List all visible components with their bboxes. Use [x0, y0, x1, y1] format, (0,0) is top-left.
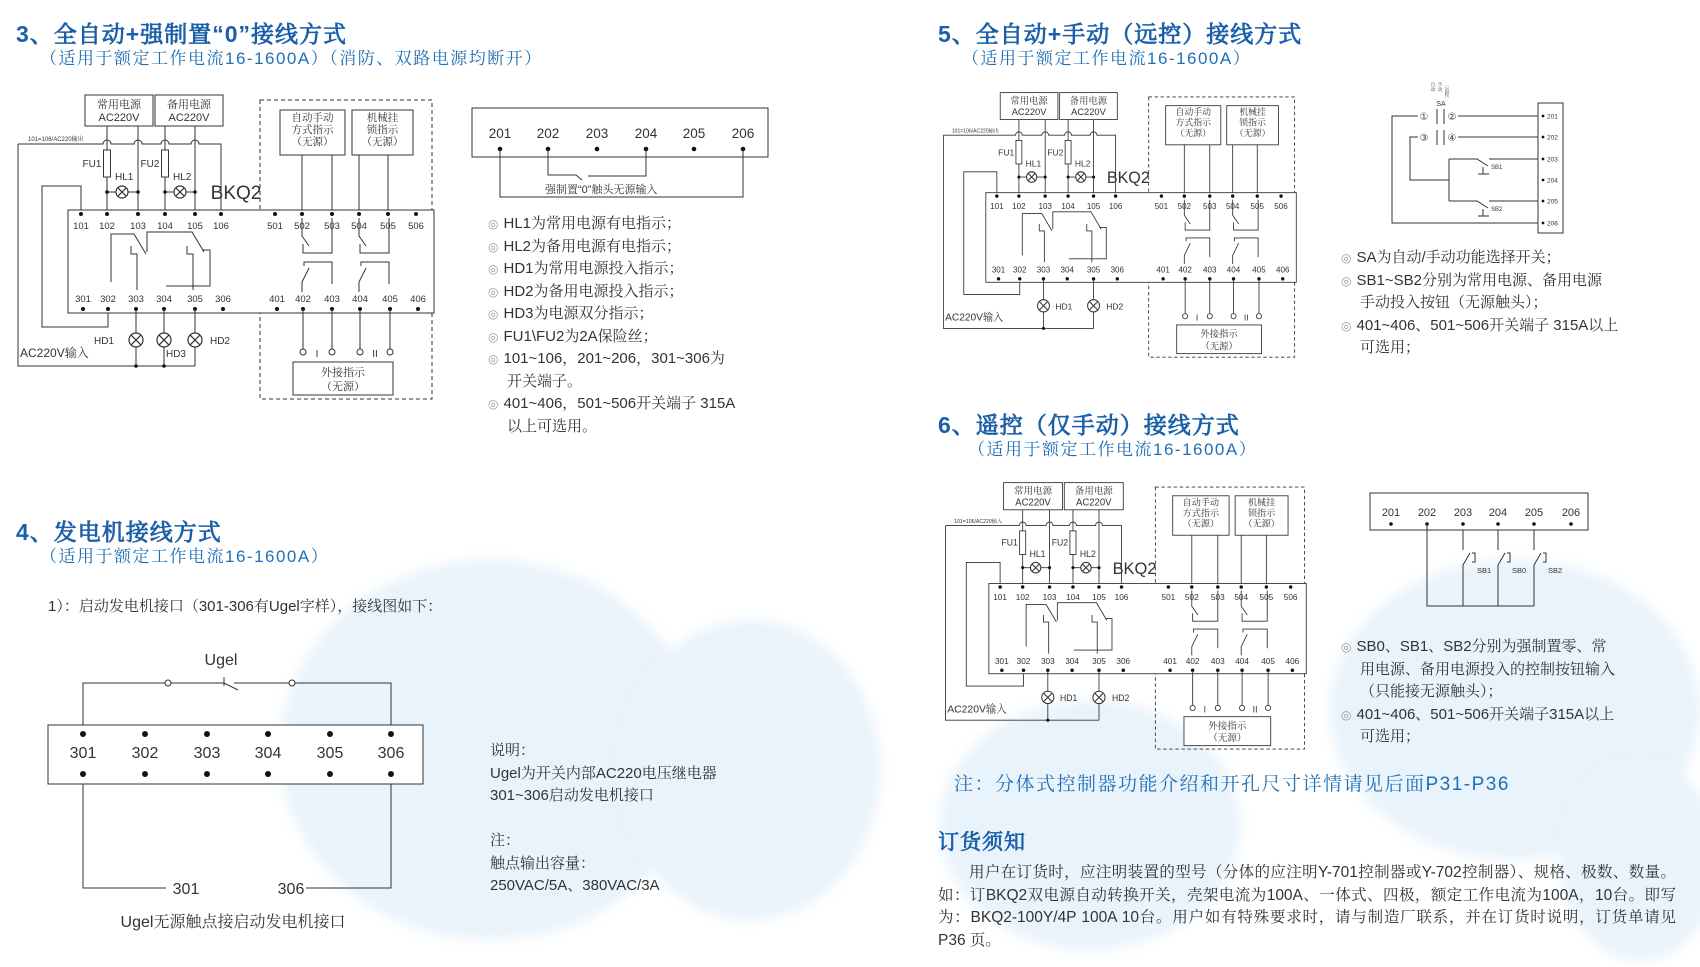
terminal-label: 501: [267, 221, 283, 232]
note-text: 401~406，501~506开关端子 315A: [503, 395, 736, 412]
terminal-dot: [204, 731, 210, 737]
sa-label: SA: [1436, 101, 1446, 108]
power-source-name: 备用电源: [1069, 95, 1108, 107]
terminal-label: 401: [1156, 265, 1170, 275]
indicator-box-text: 机械挂: [1239, 107, 1266, 118]
section4-intro: 1）：启动发电机接口（301-306有Ugel字样），接线图如下：: [48, 598, 443, 615]
bullet-icon: ◎: [488, 307, 499, 321]
indicator-box-text: （无源）: [291, 136, 334, 148]
power-source-voltage: AC220V: [168, 112, 210, 124]
note-text: 手动投入按钮（无源触头）；: [1360, 294, 1548, 311]
indicator-box-text: 自动手动: [291, 112, 334, 124]
terminal-label: 104: [157, 221, 173, 232]
hd-label: HD2: [1111, 692, 1130, 703]
terminal-dot: [265, 771, 271, 777]
ext-mark: II: [1252, 704, 1258, 715]
contact-number: ②: [1447, 112, 1457, 123]
button-label: SB1: [1491, 165, 1503, 171]
hd-label: HD2: [1106, 301, 1124, 312]
section5-title: 5、全自动+手动（远控）接线方式: [938, 21, 1303, 47]
terminal-label: 202: [1417, 507, 1437, 519]
ext-mark: I: [1203, 704, 1206, 715]
ext-box-text: 外接指示: [321, 367, 365, 379]
push-button-icon: [1463, 530, 1475, 606]
explanation-line: 301~306启动发电机接口: [490, 787, 654, 804]
terminal-label: 202: [1547, 134, 1558, 142]
terminal-dot: [327, 771, 333, 777]
wire-label: 101=106/AC220输入: [954, 518, 1003, 525]
hd-label: HD1: [93, 336, 115, 347]
terminal-label: 301: [994, 657, 1009, 667]
terminal-label: 101: [990, 202, 1004, 212]
ext-box-text: （无源）: [1208, 733, 1247, 745]
terminal-dot: [1542, 179, 1545, 182]
note-text: 可选用；: [1360, 728, 1421, 745]
input-label: AC220V输入: [945, 312, 1004, 324]
terminal-label: 102: [1015, 593, 1030, 603]
indicator-box-text: 方式指示: [1182, 507, 1220, 518]
ext-mark: II: [372, 349, 378, 360]
contact-number: ①: [1419, 112, 1429, 123]
power-source-voltage: AC220V: [1076, 497, 1112, 509]
ordering-title: 订货须知: [938, 831, 1026, 854]
bullet-icon: ◎: [488, 217, 499, 231]
terminal-label: 202: [536, 126, 560, 141]
terminal-label: 306: [1116, 657, 1131, 667]
footnote: 注：分体式控制器功能介绍和开孔尺寸详情请见后面P31-P36: [954, 774, 1510, 795]
terminal-dot: [142, 771, 148, 777]
explanation-line: 触点输出容量：: [490, 854, 596, 872]
sa-mode-label: 手动: [1436, 82, 1442, 92]
indicator-box-text: （无源）: [361, 136, 404, 148]
terminal-label: 301: [69, 745, 97, 762]
terminal-label: 205: [1524, 507, 1544, 519]
terminal-label: 103: [1038, 202, 1052, 212]
terminal-label: 204: [1488, 507, 1508, 519]
section6-subtitle: （适用于额定工作电流16-1600A）: [968, 440, 1258, 459]
sa-wires: [1392, 116, 1538, 223]
terminal-label: 201: [1547, 113, 1558, 121]
ugel-switch-label: Ugel: [204, 652, 238, 669]
terminal-label: 304: [1060, 265, 1074, 275]
section3-title: 3、全自动+强制置“0”接线方式: [16, 21, 348, 47]
note-text: SB1~SB2分别为常用电源、备用电源: [1356, 271, 1602, 289]
model-label: BKQ2: [1106, 168, 1150, 188]
terminal-label: 403: [1203, 265, 1217, 275]
note-text: 401~406、501~506开关端子 315A以上: [1356, 316, 1619, 334]
terminal-dot: [142, 731, 148, 737]
lamp-label: HL1: [1025, 158, 1042, 169]
terminal-label: 403: [324, 294, 340, 305]
terminal-label: 306: [1110, 265, 1125, 275]
bullet-icon: ◎: [488, 397, 499, 411]
terminal-label: 505: [1250, 202, 1264, 212]
explanation-line: 注：: [490, 832, 521, 849]
section4-title: 4、发电机接线方式: [16, 519, 222, 545]
ext-mark: I: [315, 349, 319, 360]
explanation-line: Ugel为开关内部AC220电压继电器: [490, 764, 717, 782]
terminal-label: 106: [1114, 593, 1129, 603]
terminal-label: 501: [1161, 593, 1176, 603]
button-label: SB0: [1512, 566, 1527, 575]
power-source-name: 常用电源: [1014, 485, 1053, 498]
terminal-label: 104: [1066, 593, 1080, 603]
terminal-label: 105: [1092, 593, 1106, 603]
ext-box-text: 外接指示: [1208, 720, 1247, 732]
terminal-label: 302: [1016, 657, 1031, 667]
terminal-label: 305: [316, 745, 344, 762]
terminal-dot: [327, 731, 333, 737]
bullet-icon: ◎: [1341, 251, 1352, 265]
terminal-label: 404: [1226, 265, 1241, 275]
bullet-icon: ◎: [1341, 273, 1352, 288]
terminal-dot: [80, 731, 86, 737]
terminal-label: 303: [1040, 657, 1055, 667]
terminal-label: 405: [1252, 265, 1266, 275]
push-button-icon: [1498, 530, 1510, 606]
terminal-label: 106: [1108, 202, 1123, 212]
input-label: AC220V输入: [20, 346, 89, 360]
terminal-dot: [388, 771, 394, 777]
terminal-dot: [692, 147, 697, 152]
terminal-label: 502: [1177, 202, 1192, 212]
hd-label: HD1: [1055, 301, 1073, 312]
terminal-label: 506: [1283, 593, 1298, 603]
terminal-label: 306: [215, 294, 231, 305]
fuse-label: FU1: [1001, 537, 1018, 548]
bullet-icon: ◎: [488, 352, 499, 366]
hd-label: HD1: [1059, 692, 1078, 703]
terminal-label: 203: [585, 126, 609, 141]
terminal-dot: [204, 771, 210, 777]
generator-output-wire: [83, 784, 391, 888]
model-label: BKQ2: [210, 183, 262, 204]
sa-mode-label: 〔远程〕: [1443, 82, 1449, 102]
wire-label: 101=106/AC220输出: [28, 137, 84, 143]
power-source-name: 备用电源: [1074, 485, 1113, 498]
fuse-label: FU1: [998, 147, 1015, 158]
terminal-label: 206: [731, 126, 755, 141]
terminal-ring: [165, 680, 171, 686]
fuse-label: FU2: [140, 159, 160, 170]
fuse-label: FU2: [1047, 147, 1064, 158]
terminal-dot: [1389, 522, 1393, 526]
terminal-label: 303: [128, 294, 144, 305]
note-text: HL2为备用电源有电指示；: [503, 237, 682, 255]
sa-mode-label: 自动: [1429, 82, 1435, 92]
indicator-box-text: 锁指示: [366, 124, 399, 136]
terminal-label: 206: [1561, 507, 1581, 519]
note-text: HD1为常用电源投入指示；: [503, 260, 684, 277]
terminal-label: 303: [193, 745, 221, 762]
section6-title: 6、遥控（仅手动）接线方式: [938, 412, 1240, 438]
indicator-box-text: （无源）: [1182, 518, 1220, 529]
indicator-box-text: （无源）: [1175, 128, 1212, 139]
terminal-label: 101: [993, 593, 1007, 603]
terminal-label: 505: [1259, 593, 1274, 603]
remote-terminal-strip: [1538, 103, 1563, 233]
terminal-label: 504: [351, 221, 367, 232]
terminal-label: 406: [410, 294, 426, 305]
terminal-label: 504: [1225, 202, 1240, 212]
bullet-icon: ◎: [488, 239, 499, 254]
note-text: 可选用；: [1360, 339, 1421, 356]
ugel-caption: Ugel无源触点接启动发电机接口: [120, 914, 346, 931]
terminal-label: 102: [1012, 202, 1026, 212]
terminal-dot: [265, 731, 271, 737]
terminal-label: 301: [991, 265, 1006, 275]
remote-terminal-box: [1370, 493, 1588, 530]
terminal-label: 106: [213, 221, 229, 232]
terminal-ring: [289, 680, 295, 686]
terminal-label: 305: [187, 294, 203, 305]
hd-label: HD3: [165, 349, 187, 360]
terminal-label: 201: [488, 126, 512, 141]
contact-number: ③: [1419, 133, 1429, 144]
terminal-label: 402: [1178, 265, 1192, 275]
input-box-label: 强制置“0”触头无源输入: [545, 184, 658, 196]
terminal-label: 403: [1210, 657, 1225, 667]
terminal-label: 102: [99, 221, 115, 232]
indicator-box-text: （无源）: [1234, 128, 1271, 139]
indicator-box-text: 方式指示: [1175, 117, 1212, 128]
terminal-label: 404: [1235, 657, 1249, 667]
output-label: 301: [172, 881, 200, 898]
terminal-dot: [1461, 522, 1465, 526]
note-text: 以上可选用。: [507, 417, 598, 435]
fuse-label: FU2: [1051, 537, 1069, 548]
terminal-label: 305: [1086, 265, 1101, 275]
terminal-label: 103: [130, 221, 146, 232]
wire-label: 101=106/AC220输出: [951, 128, 999, 135]
terminal-label: 203: [1547, 156, 1558, 164]
power-source-name: 常用电源: [97, 99, 141, 111]
ext-box-text: （无源）: [321, 381, 365, 393]
terminal-label: 504: [1234, 593, 1249, 603]
terminal-label: 205: [1547, 198, 1558, 206]
terminal-label: 506: [1274, 202, 1288, 212]
lamp-label: HL2: [1079, 549, 1096, 560]
model-label: BKQ2: [1112, 558, 1157, 578]
terminal-label: 406: [1276, 265, 1290, 275]
terminal-label: 306: [377, 745, 405, 762]
section5-subtitle: （适用于额定工作电流16-1600A）: [962, 49, 1252, 68]
terminal-dot: [1542, 158, 1545, 161]
terminal-label: 101: [73, 221, 89, 232]
terminal-dot: [1542, 200, 1545, 203]
power-source-voltage: AC220V: [1011, 107, 1047, 119]
terminal-label: 501: [1154, 202, 1169, 212]
terminal-label: 302: [131, 745, 159, 762]
ext-mark: I: [1195, 312, 1199, 323]
ext-box-text: （无源）: [1200, 341, 1238, 353]
terminal-label: 502: [1184, 593, 1199, 603]
terminal-label: 104: [1061, 202, 1075, 212]
terminal-label: 205: [682, 126, 706, 141]
ext-box-text: 外接指示: [1200, 329, 1238, 341]
lamp-label: HL1: [115, 172, 134, 183]
indicator-box-text: 锁指示: [1239, 117, 1266, 128]
terminal-dot: [1496, 522, 1500, 526]
terminal-dot: [1542, 222, 1545, 225]
terminal-label: 303: [1036, 265, 1051, 275]
note-text: 401~406、501~506开关端子315A以上: [1356, 705, 1615, 723]
indicator-box-text: 自动手动: [1175, 107, 1212, 118]
ext-mark: II: [1243, 312, 1249, 323]
contact-number: ④: [1447, 133, 1457, 144]
terminal-label: 406: [1285, 657, 1300, 667]
explanation-line: 说明：: [490, 742, 536, 759]
bullet-icon: ◎: [488, 284, 499, 299]
note-text: 用电源、备用电源投入的控制按钮输入: [1360, 660, 1616, 678]
terminal-label: 105: [1086, 202, 1101, 212]
terminal-label: 204: [634, 126, 658, 141]
terminal-label: 304: [156, 294, 172, 305]
indicator-box-text: 机械挂: [1247, 497, 1276, 508]
terminal-label: 302: [100, 294, 116, 305]
terminal-label: 204: [1547, 177, 1558, 185]
terminal-label: 401: [269, 294, 285, 305]
terminal-dot: [1569, 522, 1573, 526]
indicator-box-text: 方式指示: [291, 124, 334, 136]
note-text: HL1为常用电源有电指示；: [503, 215, 682, 232]
terminal-label: 506: [408, 221, 424, 232]
fuse-label: FU1: [82, 159, 102, 170]
terminal-dot: [80, 771, 86, 777]
indicator-box-text: 自动手动: [1182, 497, 1220, 508]
button-label: SB2: [1491, 207, 1503, 213]
terminal-label: 305: [1092, 657, 1106, 667]
note-text: 开关端子。: [507, 372, 583, 390]
section4-subtitle: （适用于额定工作电流16-1600A）: [40, 547, 330, 566]
terminal-label: 304: [254, 745, 282, 762]
terminal-label: 302: [1013, 265, 1027, 275]
note-text: HD3为电源双分指示；: [503, 305, 654, 322]
note-text: SB0、SB1、SB2分别为强制置零、常: [1356, 638, 1607, 655]
terminal-label: 503: [324, 221, 340, 232]
terminal-dot: [595, 147, 600, 152]
terminal-label: 405: [382, 294, 398, 305]
power-source-voltage: AC220V: [98, 112, 140, 124]
input-label: AC220V输入: [947, 704, 1007, 716]
terminal-dot: [1542, 115, 1545, 118]
terminal-label: 103: [1042, 593, 1057, 603]
indicator-box-text: （无源）: [1243, 518, 1280, 529]
terminal-label: 301: [75, 294, 91, 305]
lamp-label: HL1: [1029, 549, 1046, 560]
input-terminal-box: [472, 108, 768, 157]
note-text: （只能接无源触头）；: [1360, 683, 1503, 700]
lamp-label: HL2: [1074, 158, 1091, 169]
output-label: 306: [277, 881, 305, 898]
indicator-box-text: 机械挂: [366, 112, 399, 124]
terminal-label: 206: [1547, 220, 1558, 228]
bullet-icon: ◎: [1341, 707, 1352, 722]
lamp-label: HL2: [173, 172, 192, 183]
bullet-icon: ◎: [488, 329, 499, 344]
power-source-voltage: AC220V: [1015, 497, 1051, 509]
terminal-label: 105: [187, 221, 203, 232]
power-source-voltage: AC220V: [1071, 107, 1106, 119]
terminal-label: 401: [1163, 657, 1177, 667]
indicator-box-text: 锁指示: [1247, 507, 1276, 518]
terminal-dot: [1532, 522, 1536, 526]
terminal-label: 503: [1203, 202, 1217, 212]
note-text: SA为自动/手动功能选择开关；: [1356, 249, 1561, 266]
ordering-body: 用户在订货时，应注明装置的型号（分体的应注明Y-701控制器或Y-702控制器）、规格、极数、数量。如：订BKQ2双电源自动转换开关，壳架电流为100A、一体式、四极，额定工作电流为100A，10台。即写为：BKQ2-100Y/4P 100A 10台。用户如有特殊要求时，请与制造厂联系，并在订货时说明，订货单请见 P36 页。: [938, 864, 1676, 949]
generator-terminal-box: [48, 725, 423, 784]
bullet-icon: ◎: [488, 262, 499, 276]
terminal-label: 402: [1185, 657, 1200, 667]
section3-subtitle: （适用于额定工作电流16-1600A）（消防、双路电源均断开）: [40, 49, 543, 68]
terminal-label: 404: [352, 294, 368, 305]
button-label: SB1: [1477, 566, 1492, 575]
terminal-dot: [1542, 136, 1545, 139]
power-source-name: 常用电源: [1010, 95, 1048, 107]
terminal-label: 203: [1453, 507, 1473, 519]
terminal-label: 502: [294, 221, 310, 232]
push-button-icon: [1534, 530, 1546, 606]
explanation-line: 250VAC/5A、380VAC/3A: [490, 877, 660, 894]
terminal-label: 402: [295, 294, 311, 305]
power-source-name: 备用电源: [167, 99, 211, 111]
terminal-label: 505: [380, 221, 396, 232]
terminal-label: 304: [1065, 657, 1079, 667]
terminal-dot: [388, 731, 394, 737]
note-text: 101~106，201~206，301~306为: [503, 350, 725, 367]
terminal-label: 503: [1210, 593, 1225, 603]
button-label: SB2: [1548, 566, 1563, 575]
ugel-contact-wire: [83, 683, 391, 725]
button-common-wire: [1427, 524, 1534, 606]
hd-label: HD2: [209, 336, 231, 347]
terminal-label: 201: [1381, 507, 1401, 519]
bullet-icon: ◎: [1341, 640, 1352, 654]
note-text: FU1\FU2为2A保险丝；: [503, 327, 658, 345]
sa-contacts: [1437, 109, 1444, 145]
terminal-label: 405: [1261, 657, 1275, 667]
note-text: HD2为备用电源投入指示；: [503, 282, 684, 300]
bullet-icon: ◎: [1341, 318, 1352, 333]
